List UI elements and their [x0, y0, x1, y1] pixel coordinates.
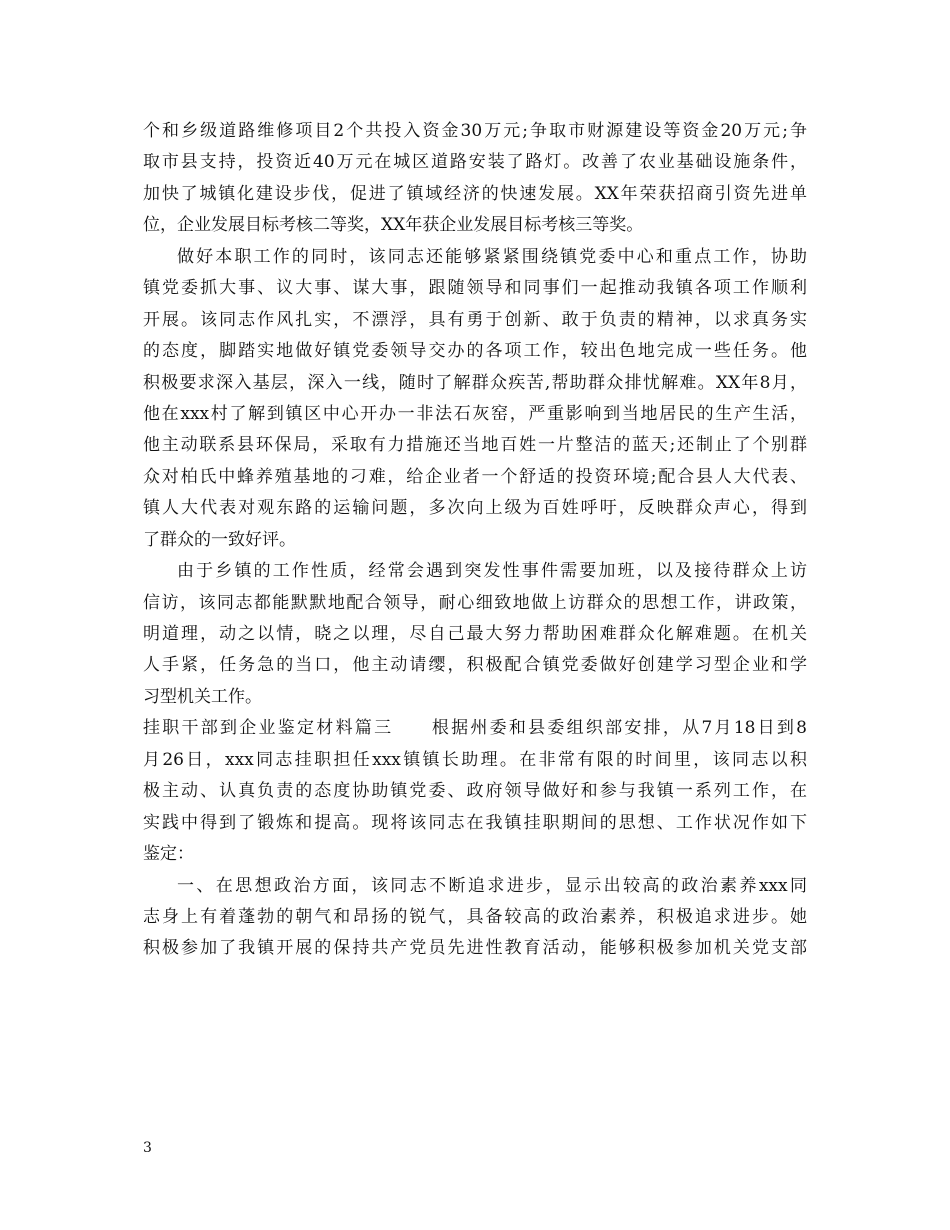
text-line: 志身上有着蓬勃的朝气和昂扬的锐气，具备较高的政治素养，积极追求进步。她 [143, 906, 807, 927]
text-line: 明道理，动之以情，晓之以理，尽自己最大努力帮助困难群众化解难题。在机关 [143, 624, 807, 644]
text-line: 的态度，脚踏实地做好镇党委领导交办的各项工作，较出色地完成一些任务。他 [143, 341, 807, 362]
text-line: 做好本职工作的同时，该同志还能够紧紧围绕镇党委中心和重点工作，协助 [177, 246, 807, 267]
page-number: 3 [143, 1140, 152, 1156]
text-line: 个和乡级道路维修项目2个共投入资金30万元;争取市财源建设等资金20万元;争 [143, 121, 807, 141]
text-line: 他在xxx村了解到镇区中心开办一非法石灰窑，严重影响到当地居民的生产生活， [143, 403, 807, 424]
text-line: 信访，该同志都能默默地配合领导，耐心细致地做上访群众的思想工作，讲政策， [143, 592, 807, 613]
text-line: 众对柏氏中蜂养殖基地的刁难，给企业者一个舒适的投资环境;配合县人大代表、 [143, 466, 807, 487]
text-line: 位，企业发展目标考核二等奖，XX年获企业发展目标考核三等奖。 [143, 215, 644, 236]
text-line: 鉴定： [143, 844, 194, 865]
text-line: 由于乡镇的工作性质，经常会遇到突发性事件需要加班，以及接待群众上访 [177, 561, 807, 582]
text-line: 取市县支持，投资近40万元在城区道路安装了路灯。改善了农业基础设施条件， [143, 152, 807, 173]
text-line: 挂职干部到企业鉴定材料篇三 根据州委和县委组织部安排，从7月18日到8 [143, 718, 807, 739]
document-body [143, 116, 807, 965]
text-line: 加快了城镇化建设步伐，促进了镇域经济的快速发展。XX年荣获招商引资先进单 [143, 183, 807, 204]
text-line: 极主动、认真负责的态度协助镇党委、政府领导做好和参与我镇一系列工作，在 [143, 781, 807, 802]
text-line: 习型机关工作。 [143, 686, 262, 707]
text-line: 积极参加了我镇开展的保持共产党员先进性教育活动，能够积极参加机关党支部 [143, 938, 807, 959]
text-line: 他主动联系县环保局，采取有力措施还当地百姓一片整洁的蓝天;还制止了个别群 [143, 435, 807, 456]
text-line: 开展。该同志作风扎实，不漂浮，具有勇于创新、敢于负责的精神，以求真务实 [143, 309, 807, 330]
text-line: 实践中得到了锻炼和提高。现将该同志在我镇挂职期间的思想、工作状况作如下 [143, 812, 807, 833]
text-line: 积极要求深入基层，深入一线，随时了解群众疾苦,帮助群众排忧解难。XX年8月， [143, 372, 807, 393]
text-line: 镇人大代表对观东路的运输问题，多次向上级为百姓呼吁，反映群众声心，得到 [143, 498, 807, 519]
text-line: 镇党委抓大事、议大事、谋大事，跟随领导和同事们一起推动我镇各项工作顺利 [143, 278, 807, 299]
text-line: 人手紧，任务急的当口，他主动请缨，积极配合镇党委做好创建学习型企业和学 [143, 655, 807, 676]
text-line: 了群众的一致好评。 [143, 529, 296, 550]
text-line: 月26日，xxx同志挂职担任xxx镇镇长助理。在非常有限的时间里，该同志以积 [143, 749, 807, 770]
text-line: 一、在思想政治方面，该同志不断追求进步，显示出较高的政治素养xxx同 [177, 875, 807, 896]
